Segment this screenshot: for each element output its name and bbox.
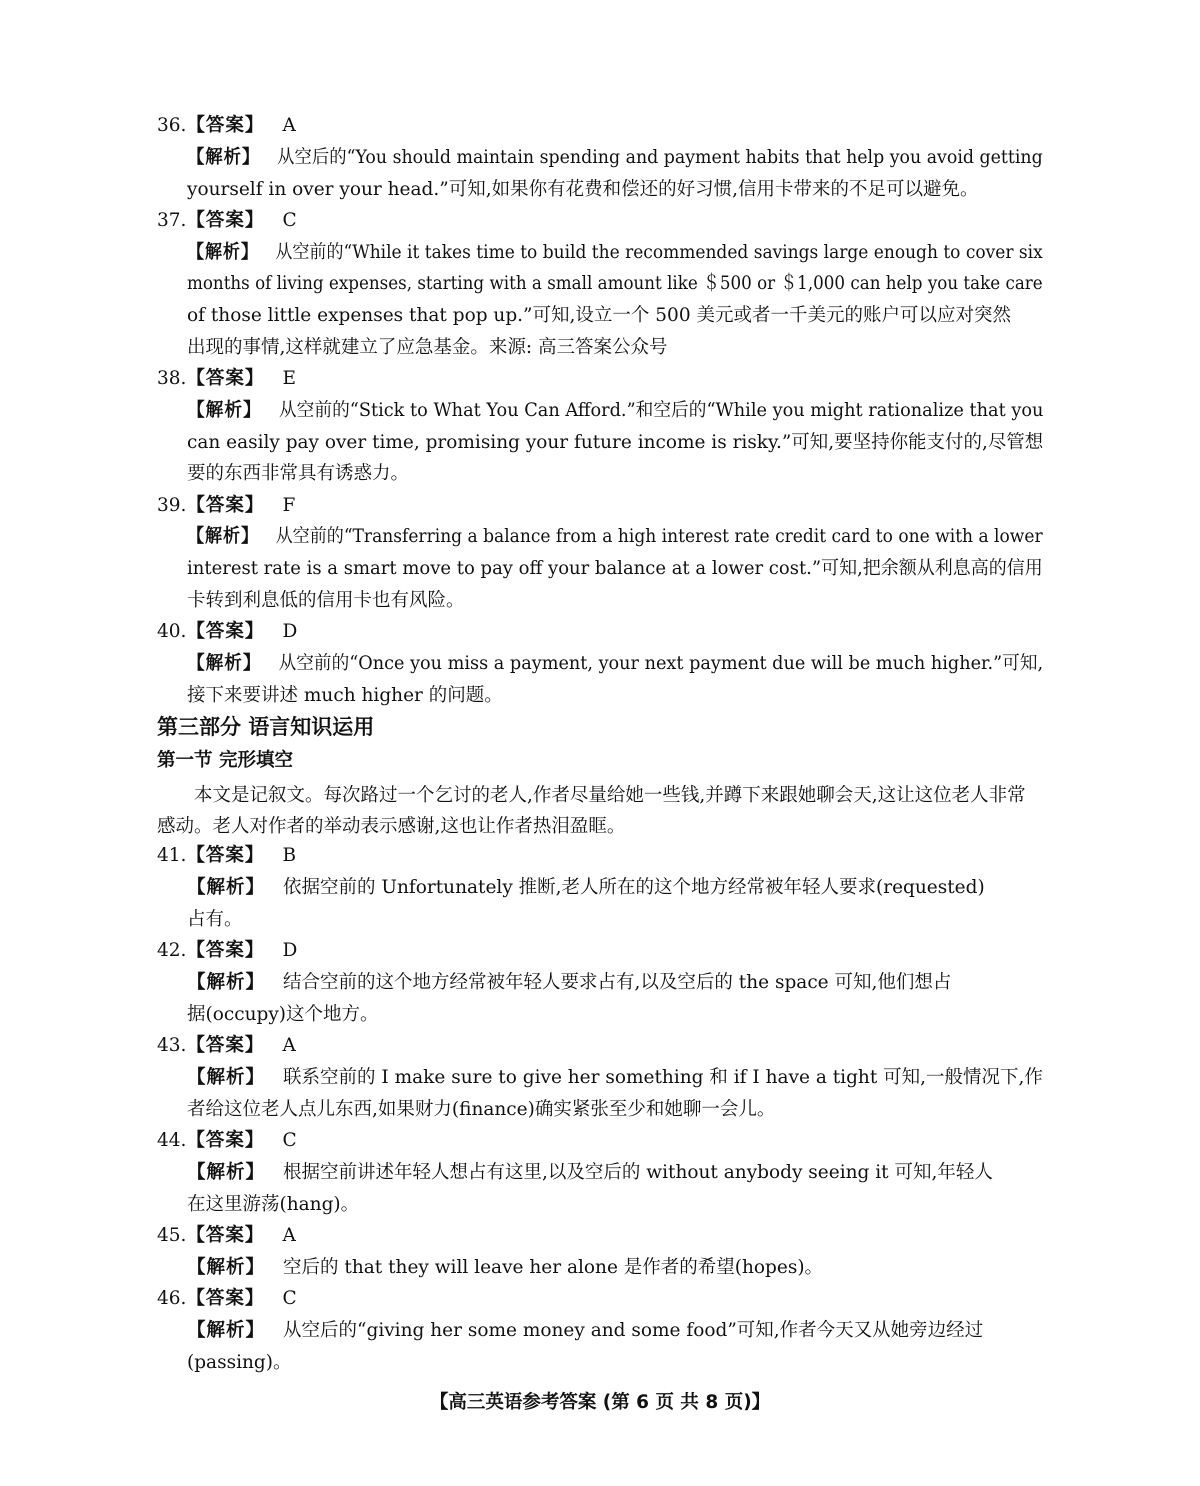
answer-letter: C	[282, 1288, 297, 1309]
answer-label: 【答案】	[186, 495, 265, 516]
answer-row-44	[157, 1128, 297, 1154]
analysis-label: 【解析】	[187, 653, 262, 674]
question-number: 44.	[157, 1130, 187, 1151]
answer-row-46	[157, 1286, 297, 1312]
analysis-row-45	[187, 1255, 823, 1281]
question-number: 37.	[157, 210, 187, 231]
analysis-text: 从空后的“You should maintain spending and payment habits that help you avoid getting	[277, 147, 1043, 168]
answer-letter: A	[282, 1225, 296, 1246]
analysis-text: 占有。	[187, 909, 243, 930]
answer-letter: C	[282, 210, 297, 231]
answer-letter: D	[282, 940, 298, 961]
answer-row-38	[157, 366, 296, 392]
answer-letter: C	[282, 1130, 297, 1151]
answer-label: 【答案】	[186, 621, 265, 642]
answer-label: 【答案】	[186, 115, 265, 136]
answer-letter: A	[282, 115, 296, 136]
answer-row-39	[157, 493, 295, 519]
answer-row-37	[157, 208, 297, 234]
analysis-text: (passing)。	[187, 1352, 292, 1373]
question-number: 36.	[157, 115, 187, 136]
analysis-text: 卡转到利息低的信用卡也有风险。	[187, 590, 465, 611]
analysis-text: 者给这位老人点儿东西,如果财力(finance)确实紧张至少和她聊一会儿。	[187, 1099, 776, 1120]
question-number: 43.	[157, 1035, 187, 1056]
analysis-text: 从空前的“Stick to What You Can Afford.”和空后的“While you might rationalize that you	[278, 400, 1044, 421]
analysis-label: 【解析】	[187, 242, 259, 263]
analysis-text: 接下来要讲述 much higher 的问题。	[187, 685, 503, 706]
question-number: 41.	[157, 845, 187, 866]
question-number: 45.	[157, 1225, 187, 1246]
analysis-text: 结合空前的这个地方经常被年轻人要求占有,以及空后的 the space 可知,他们想占	[283, 972, 952, 993]
analysis-text: of those little expenses that pop up.”可知,设立一个 500 美元或者一千美元的账户可以应对突然	[187, 305, 1011, 326]
answer-row-41	[157, 843, 296, 869]
answer-letter: B	[282, 845, 297, 866]
analysis-text: 从空后的“giving her some money and some food”可知,作者今天又从她旁边经过	[283, 1320, 984, 1341]
analysis-text: 从空前的“Transferring a balance from a high interest rate credit card to one with a lower	[275, 526, 1043, 547]
question-number: 38.	[157, 368, 187, 389]
analysis-text: 依据空前的 Unfortunately 推断,老人所在的这个地方经常被年轻人要求(requested)	[283, 877, 985, 898]
answer-letter: A	[282, 1035, 296, 1056]
section-title: 第三部分 语言知识运用	[157, 715, 375, 739]
analysis-text: 空后的 that they will leave her alone 是作者的希望(hopes)。	[283, 1257, 824, 1278]
analysis-text: interest rate is a smart move to pay off your balance at a lower cost.”可知,把余额从利息高的信用	[187, 558, 1043, 579]
analysis-label: 【解析】	[187, 400, 262, 421]
answer-label: 【答案】	[186, 845, 265, 866]
answer-label: 【答案】	[186, 368, 265, 389]
answer-row-40	[157, 619, 297, 645]
answer-row-45	[157, 1223, 296, 1249]
analysis-row-40	[187, 651, 1043, 677]
answer-letter: F	[282, 495, 296, 516]
answer-label: 【答案】	[186, 1225, 265, 1246]
analysis-label: 【解析】	[187, 877, 266, 898]
answer-label: 【答案】	[186, 1288, 265, 1309]
answer-row-36	[157, 113, 296, 139]
analysis-text: 从空前的“While it takes time to build the recommended savings large enough to cover six	[275, 242, 1043, 263]
question-number: 39.	[157, 495, 187, 516]
answer-row-42	[157, 938, 297, 964]
analysis-row-42	[187, 970, 951, 996]
question-number: 40.	[157, 621, 187, 642]
analysis-text: 出现的事情,这样就建立了应急基金。来源: 高三答案公众号	[187, 337, 668, 358]
analysis-row-37	[187, 240, 1043, 266]
analysis-row-38	[187, 398, 1043, 424]
analysis-text: 从空前的“Once you miss a payment, your next payment due will be much higher.”可知,	[278, 653, 1044, 674]
answer-label: 【答案】	[186, 1130, 265, 1151]
passage-summary: 本文是记叙文。每次路过一个乞讨的老人,作者尽量给她一些钱,并蹲下来跟她聊会天,这让这位老人非常感动。老人对作者的举动表示感谢,这也让作者热泪盈眶。	[157, 785, 1026, 837]
analysis-label: 【解析】	[187, 526, 259, 547]
answer-letter: E	[282, 368, 296, 389]
analysis-text: 根据空前讲述年轻人想占有这里,以及空后的 without anybody seeing it 可知,年轻人	[283, 1162, 993, 1183]
analysis-label: 【解析】	[187, 1320, 266, 1341]
analysis-row-39	[187, 524, 1043, 550]
analysis-label: 【解析】	[187, 147, 261, 168]
analysis-row-44	[187, 1160, 993, 1186]
analysis-label: 【解析】	[187, 1067, 266, 1088]
analysis-text: 在这里游荡(hang)。	[187, 1194, 360, 1215]
analysis-row-43	[187, 1065, 1043, 1091]
analysis-text: 联系空前的 I make sure to give her something 和 if I have a tight 可知,一般情况下,作	[283, 1067, 1043, 1088]
answer-letter: D	[282, 621, 298, 642]
analysis-text: can easily pay over time, promising your future income is risky.”可知,要坚持你能支付的,尽管想	[187, 432, 1044, 453]
analysis-text: 要的东西非常具有诱惑力。	[187, 463, 410, 484]
page-footer: 【高三英语参考答案 (第 6 页 共 8 页)】	[429, 1392, 771, 1413]
question-number: 46.	[157, 1288, 187, 1309]
analysis-label: 【解析】	[187, 972, 266, 993]
question-number: 42.	[157, 940, 187, 961]
answer-label: 【答案】	[186, 1035, 265, 1056]
analysis-label: 【解析】	[187, 1162, 266, 1183]
analysis-row-46	[187, 1318, 983, 1344]
answer-row-43	[157, 1033, 296, 1059]
analysis-text: yourself in over your head.”可知,如果你有花费和偿还的好习惯,信用卡带来的不足可以避免。	[187, 179, 979, 200]
subsection-title: 第一节 完形填空	[157, 750, 293, 771]
analysis-text: 据(occupy)这个地方。	[187, 1004, 379, 1025]
analysis-row-36	[187, 145, 1043, 171]
answer-label: 【答案】	[186, 210, 265, 231]
answer-label: 【答案】	[186, 940, 265, 961]
analysis-label: 【解析】	[187, 1257, 266, 1278]
analysis-row-41	[187, 875, 985, 901]
analysis-text: months of living expenses, starting with a small amount like ＄500 or ＄1,000 can help you take care	[187, 273, 1043, 294]
